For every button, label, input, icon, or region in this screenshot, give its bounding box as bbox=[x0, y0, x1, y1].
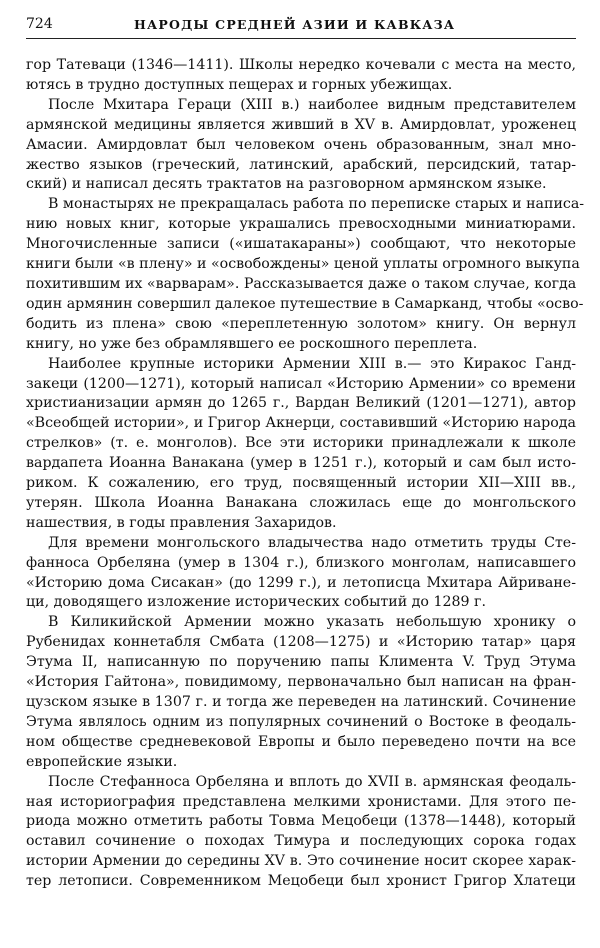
text-line: Многочисленные записи («ишатакараны») сообщают, что некоторые bbox=[26, 236, 576, 253]
text-line: жество языков (греческий, латинский, арабский, персидский, татар- bbox=[26, 156, 576, 173]
page-number: 724 bbox=[26, 16, 53, 32]
text-line: ютясь в трудно доступных пещерах и горных убежищах. bbox=[26, 76, 453, 93]
text-line: оставил сочинение о походах Тимура и последующих сорока годах bbox=[26, 833, 576, 850]
text-line: В Киликийской Армении можно указать небольшую хронику о bbox=[48, 614, 576, 631]
text-line: После Мхитара Гераци (XIII в.) наиболее видным представителем bbox=[48, 96, 576, 113]
text-line: После Стефанноса Орбеляна и вплоть до XVII в. армянская феодаль- bbox=[48, 773, 576, 790]
text-line: ном обществе средневековой Европы и было переведено почти на все bbox=[26, 733, 576, 750]
paragraph bbox=[26, 96, 576, 196]
text-line: нашествия, в годы правления Захаридов. bbox=[26, 514, 337, 531]
text-line: Этума являлось одним из популярных сочинений о Востоке в феодаль- bbox=[26, 713, 576, 730]
paragraph bbox=[26, 534, 576, 614]
paragraph bbox=[26, 195, 585, 354]
text-line: «Историю дома Сисакан» (до 1299 г.), и летописца Мхитара Айриване- bbox=[26, 574, 576, 591]
text-line: риком. К сожалению, его труд, посвященный истории XII—XIII вв., bbox=[26, 475, 576, 492]
text-line: бодить из плена» свою «переплетенную золотом» книгу. Он вернул bbox=[26, 315, 576, 332]
text-line: ци, доводящего изложение исторических событий до 1289 г. bbox=[26, 594, 486, 611]
text-line: тер летописи. Современником Мецобеци был хронист Григор Хлатеци bbox=[26, 873, 576, 890]
text-line: фанноса Орбеляна (умер в 1304 г.), близкого монголам, написавшего bbox=[26, 554, 576, 571]
text-line: христианизации армян до 1265 г., Вардан Великий (1201—1271), автор bbox=[26, 395, 576, 412]
text-line: нию новых книг, которые украшались превосходными миниатюрами. bbox=[26, 216, 576, 233]
text-line: утерян. Школа Иоанна Ванакана сложилась еще до монгольского bbox=[26, 494, 576, 511]
page-header bbox=[26, 14, 576, 39]
text-line: В монастырях не прекращалась работа по переписке старых и написа- bbox=[48, 196, 585, 213]
text-line: Этума II, написанную по поручению папы Климента V. Труд Этума bbox=[26, 654, 576, 671]
text-line: гор Татеваци (1346—1411). Школы нередко кочевали с места на место, bbox=[26, 57, 576, 73]
text-line: один армянин совершил далекое путешествие в Самарканд, чтобы «осво- bbox=[26, 295, 584, 312]
text-line: ский) и написал десять трактатов на разговорном армянском языке. bbox=[26, 176, 547, 193]
text-line: истории Армении до середины XV в. Это сочинение носит скорее харак- bbox=[26, 853, 576, 870]
paragraph bbox=[26, 56, 576, 96]
text-line: ная историография представлена мелкими хронистами. Для этого пе- bbox=[26, 793, 576, 810]
text-line: стрелков» (т. е. монголов). Все эти историки принадлежали к школе bbox=[26, 435, 576, 452]
text-line: европейские языки. bbox=[26, 753, 178, 770]
text-line: Амасии. Амирдовлат был человеком очень образованным, знал мно- bbox=[26, 136, 576, 153]
text-line: книгу, но уже без обрамлявшего ее роскошного переплета. bbox=[26, 335, 478, 352]
text-line: похитившим их «варварам». Рассказывается даже о таком случае, когда bbox=[26, 275, 577, 292]
text-line: книги были «в плену» и «освобождены» ценой уплаты огромного выкупа bbox=[26, 256, 580, 273]
running-title: НАРОДЫ СРЕДНЕЙ АЗИИ И КАВКАЗА bbox=[134, 17, 456, 32]
paragraph bbox=[26, 355, 576, 534]
text-line: цузском языке в 1307 г. и тогда же переведен на латинский. Сочинение bbox=[26, 694, 576, 710]
text-line: «Всеобщей истории», и Григор Акнерци, составивший «Историю народа bbox=[26, 415, 576, 432]
body-text bbox=[26, 56, 585, 892]
text-line: Для времени монгольского владычества надо отметить труды Сте- bbox=[48, 534, 576, 551]
paragraph bbox=[26, 773, 576, 892]
text-line: вардапета Иоанна Ванакана (умер в 1251 г.), который и сам был исто- bbox=[26, 455, 576, 472]
text-line: Наиболее крупные историки Армении XIII в.— это Киракос Ганд- bbox=[48, 355, 576, 372]
text-line: риода можно отметить работы Товма Мецобеци (1378—1448), который bbox=[26, 813, 576, 830]
text-line: армянской медицины является живший в XV в. Амирдовлат, уроженец bbox=[26, 116, 576, 133]
text-line: Рубенидах коннетабля Смбата (1208—1275) и «Историю татар» царя bbox=[26, 634, 576, 651]
text-line: «История Гайтона», повидимому, первоначально был написан на фран- bbox=[26, 674, 576, 691]
text-line: закеци (1200—1271), который написал «Историю Армении» со времени bbox=[26, 375, 576, 392]
paragraph bbox=[26, 613, 576, 772]
